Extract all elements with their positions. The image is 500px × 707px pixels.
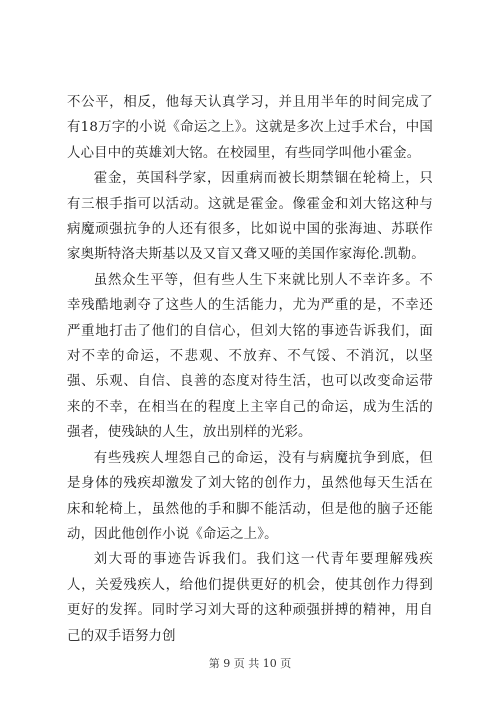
paragraph-2: 霍金，英国科学家，因重病而被长期禁锢在轮椅上，只有三根手指可以活动。这就是霍金。像霍金和刘大铭这种与病魔顽强抗争的人还有很多，比如说中国的张海迪、苏联作家奥斯特洛夫斯基以及又盲又聋又哑的美国作家海伦.凯勒。 xyxy=(67,171,433,263)
document-body xyxy=(67,90,433,649)
paragraph-5: 刘大哥的事迹告诉我们。我们这一代青年要理解残疾人，关爱残疾人，给他们提供更好的机会，使其创作力得到更好的发挥。同时学习刘大哥的这种顽强拼搏的精神，用自己的双手语努力创 xyxy=(67,552,433,644)
paragraph-3: 虽然众生平等，但有些人生下来就比别人不幸许多。不幸残酷地剥夺了这些人的生活能力，尤为严重的是，不幸还严重地打击了他们的自信心，但刘大铭的事迹告诉我们，面对不幸的命运，不悲观、不放弃、不气馁、不消沉，以坚强、乐观、自信、良善的态度对待生活，也可以改变命运带来的不幸，在相当在的程度上主宰自己的命运，成为生活的强者，使残缺的人生，放出别样的光彩。 xyxy=(67,272,433,441)
page-number-footer: 第 9 页 共 10 页 xyxy=(208,657,292,670)
paragraph-4: 有些残疾人埋怨自己的命运，没有与病魔抗争到底，但是身体的残疾却激发了刘大铭的创作力，虽然他每天生活在床和轮椅上，虽然他的手和脚不能活动，但是他的脑子还能动，因此他创作小说《命运之上》。 xyxy=(67,450,433,542)
paragraph-1: 不公平，相反，他每天认真学习，并且用半年的时间完成了有18万字的小说《命运之上》。这就是多次上过手术台，中国人心目中的英雄刘大铭。在校园里，有些同学叫他小霍金。 xyxy=(67,95,433,161)
